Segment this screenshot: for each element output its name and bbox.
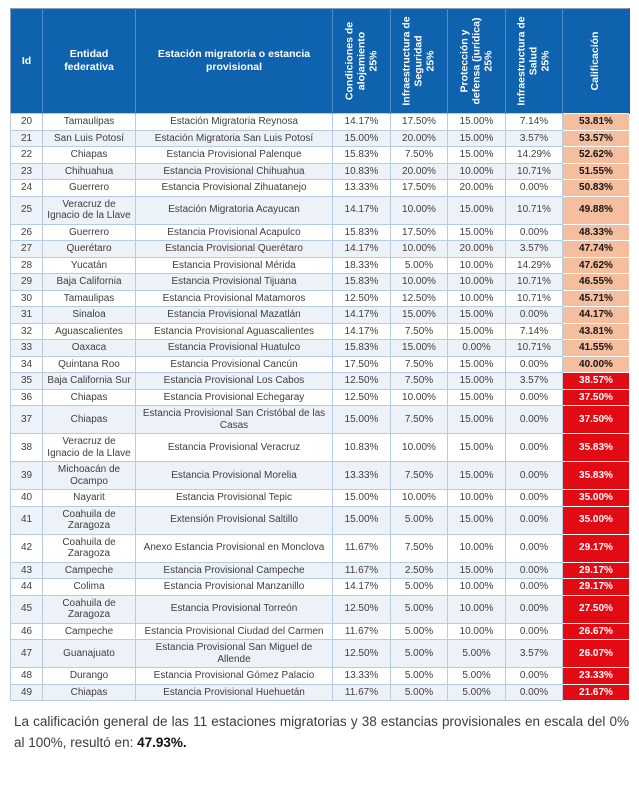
table-row — [11, 640, 630, 668]
cell-calificacion: 29.17% — [563, 562, 630, 579]
summary-note — [14, 712, 629, 754]
cell-entidad: Guerrero — [43, 180, 136, 197]
summary-score: 47.93%. — [137, 734, 187, 750]
cell-estacion: Estancia Provisional San Miguel de Allende — [136, 640, 333, 668]
table-row — [11, 356, 630, 373]
cell-salud: 0.00% — [506, 562, 563, 579]
cell-salud: 10.71% — [506, 290, 563, 307]
cell-alojamiento: 15.83% — [333, 340, 391, 357]
cell-calificacion: 41.55% — [563, 340, 630, 357]
cell-proteccion: 5.00% — [448, 668, 506, 685]
cell-estacion: Estación Migratoria San Luis Potosí — [136, 130, 333, 147]
cell-entidad: Veracruz de Ignacio de la Llave — [43, 434, 136, 462]
cell-estacion: Estancia Provisional Veracruz — [136, 434, 333, 462]
cell-proteccion: 20.00% — [448, 180, 506, 197]
col-weight: 25% — [366, 50, 379, 72]
cell-salud: 7.14% — [506, 323, 563, 340]
cell-alojamiento: 10.83% — [333, 163, 391, 180]
cell-alojamiento: 18.33% — [333, 257, 391, 274]
cell-seguridad: 20.00% — [391, 130, 448, 147]
cell-proteccion: 10.00% — [448, 257, 506, 274]
cell-estacion: Estancia Provisional Palenque — [136, 147, 333, 164]
cell-entidad: Baja California — [43, 274, 136, 291]
cell-salud: 10.71% — [506, 274, 563, 291]
table-row — [11, 668, 630, 685]
cell-id: 42 — [11, 534, 43, 562]
cell-id: 43 — [11, 562, 43, 579]
cell-seguridad: 10.00% — [391, 241, 448, 258]
ratings-table — [10, 8, 630, 701]
cell-proteccion: 15.00% — [448, 562, 506, 579]
summary-text: La calificación general de las 11 estaciones migratorias y 38 estancias provisionales en escala del 0% al 100%, resultó en: — [14, 714, 629, 750]
cell-proteccion: 15.00% — [448, 389, 506, 406]
col-header-seguridad — [391, 9, 448, 114]
table-row — [11, 389, 630, 406]
table-row — [11, 224, 630, 241]
table-row — [11, 534, 630, 562]
cell-calificacion: 35.83% — [563, 434, 630, 462]
cell-alojamiento: 13.33% — [333, 180, 391, 197]
cell-calificacion: 46.55% — [563, 274, 630, 291]
cell-calificacion: 47.74% — [563, 241, 630, 258]
cell-estacion: Estancia Provisional Los Cabos — [136, 373, 333, 390]
cell-alojamiento: 17.50% — [333, 356, 391, 373]
cell-estacion: Estancia Provisional Echegaray — [136, 389, 333, 406]
cell-id: 41 — [11, 506, 43, 534]
cell-proteccion: 10.00% — [448, 163, 506, 180]
cell-id: 35 — [11, 373, 43, 390]
cell-calificacion: 43.81% — [563, 323, 630, 340]
cell-salud: 0.00% — [506, 534, 563, 562]
table-row — [11, 462, 630, 490]
cell-id: 21 — [11, 130, 43, 147]
cell-estacion: Estancia Provisional Morelia — [136, 462, 333, 490]
cell-seguridad: 5.00% — [391, 506, 448, 534]
cell-estacion: Estancia Provisional Acapulco — [136, 224, 333, 241]
cell-salud: 14.29% — [506, 147, 563, 164]
cell-calificacion: 29.17% — [563, 579, 630, 596]
cell-calificacion: 26.67% — [563, 623, 630, 640]
cell-proteccion: 15.00% — [448, 462, 506, 490]
cell-estacion: Estancia Provisional Campeche — [136, 562, 333, 579]
cell-seguridad: 17.50% — [391, 180, 448, 197]
cell-salud: 0.00% — [506, 406, 563, 434]
cell-proteccion: 10.00% — [448, 579, 506, 596]
cell-alojamiento: 11.67% — [333, 562, 391, 579]
cell-proteccion: 0.00% — [448, 340, 506, 357]
cell-estacion: Estancia Provisional San Cristóbal de las Casas — [136, 406, 333, 434]
cell-salud: 10.71% — [506, 163, 563, 180]
cell-seguridad: 5.00% — [391, 684, 448, 701]
cell-estacion: Estancia Provisional Mérida — [136, 257, 333, 274]
cell-entidad: Chihuahua — [43, 163, 136, 180]
cell-alojamiento: 12.50% — [333, 595, 391, 623]
cell-alojamiento: 12.50% — [333, 389, 391, 406]
cell-id: 37 — [11, 406, 43, 434]
cell-entidad: Sinaloa — [43, 307, 136, 324]
table-row — [11, 241, 630, 258]
cell-proteccion: 15.00% — [448, 147, 506, 164]
cell-proteccion: 15.00% — [448, 356, 506, 373]
cell-id: 47 — [11, 640, 43, 668]
cell-calificacion: 35.83% — [563, 462, 630, 490]
cell-calificacion: 53.57% — [563, 130, 630, 147]
cell-calificacion: 37.50% — [563, 406, 630, 434]
cell-estacion: Estación Migratoria Acayucan — [136, 196, 333, 224]
cell-estacion: Estancia Provisional Querétaro — [136, 241, 333, 258]
cell-entidad: Colima — [43, 579, 136, 596]
cell-salud: 3.57% — [506, 241, 563, 258]
cell-salud: 0.00% — [506, 356, 563, 373]
cell-seguridad: 10.00% — [391, 490, 448, 507]
cell-estacion: Estancia Provisional Gómez Palacio — [136, 668, 333, 685]
cell-id: 38 — [11, 434, 43, 462]
cell-id: 22 — [11, 147, 43, 164]
cell-proteccion: 10.00% — [448, 595, 506, 623]
cell-seguridad: 12.50% — [391, 290, 448, 307]
cell-id: 25 — [11, 196, 43, 224]
cell-proteccion: 15.00% — [448, 406, 506, 434]
table-row — [11, 147, 630, 164]
cell-proteccion: 15.00% — [448, 323, 506, 340]
cell-id: 48 — [11, 668, 43, 685]
table-row — [11, 130, 630, 147]
cell-salud: 0.00% — [506, 668, 563, 685]
col-weight: 25% — [481, 50, 494, 72]
cell-salud: 0.00% — [506, 180, 563, 197]
table-row — [11, 307, 630, 324]
cell-estacion: Estancia Provisional Matamoros — [136, 290, 333, 307]
cell-proteccion: 15.00% — [448, 114, 506, 131]
cell-entidad: Chiapas — [43, 147, 136, 164]
cell-estacion: Estancia Provisional Torreón — [136, 595, 333, 623]
col-label: Infraestructura de Seguridad — [400, 16, 425, 106]
cell-calificacion: 35.00% — [563, 506, 630, 534]
cell-estacion: Estancia Provisional Mazatlán — [136, 307, 333, 324]
cell-seguridad: 10.00% — [391, 434, 448, 462]
cell-id: 27 — [11, 241, 43, 258]
cell-salud: 0.00% — [506, 490, 563, 507]
cell-calificacion: 27.50% — [563, 595, 630, 623]
cell-id: 49 — [11, 684, 43, 701]
cell-salud: 14.29% — [506, 257, 563, 274]
cell-seguridad: 20.00% — [391, 163, 448, 180]
cell-proteccion: 20.00% — [448, 241, 506, 258]
cell-calificacion: 49.88% — [563, 196, 630, 224]
cell-calificacion: 48.33% — [563, 224, 630, 241]
cell-id: 45 — [11, 595, 43, 623]
col-header-alojamiento — [333, 9, 391, 114]
cell-id: 46 — [11, 623, 43, 640]
cell-proteccion: 10.00% — [448, 274, 506, 291]
cell-calificacion: 47.62% — [563, 257, 630, 274]
cell-id: 30 — [11, 290, 43, 307]
col-weight: 25% — [538, 50, 551, 72]
cell-proteccion: 10.00% — [448, 290, 506, 307]
cell-alojamiento: 10.83% — [333, 434, 391, 462]
cell-calificacion: 53.81% — [563, 114, 630, 131]
cell-estacion: Extensión Provisional Saltillo — [136, 506, 333, 534]
cell-calificacion: 35.00% — [563, 490, 630, 507]
cell-alojamiento: 11.67% — [333, 534, 391, 562]
cell-entidad: Querétaro — [43, 241, 136, 258]
cell-salud: 3.57% — [506, 640, 563, 668]
cell-seguridad: 5.00% — [391, 668, 448, 685]
cell-alojamiento: 11.67% — [333, 623, 391, 640]
cell-estacion: Estación Migratoria Reynosa — [136, 114, 333, 131]
cell-proteccion: 15.00% — [448, 434, 506, 462]
table-row — [11, 579, 630, 596]
cell-salud: 0.00% — [506, 389, 563, 406]
cell-calificacion: 40.00% — [563, 356, 630, 373]
table-row — [11, 595, 630, 623]
table-row — [11, 562, 630, 579]
cell-proteccion: 15.00% — [448, 196, 506, 224]
cell-seguridad: 7.50% — [391, 406, 448, 434]
cell-entidad: Aguascalientes — [43, 323, 136, 340]
cell-alojamiento: 14.17% — [333, 196, 391, 224]
cell-entidad: Campeche — [43, 562, 136, 579]
table-row — [11, 406, 630, 434]
col-weight: 25% — [423, 50, 436, 72]
cell-proteccion: 15.00% — [448, 130, 506, 147]
cell-id: 39 — [11, 462, 43, 490]
cell-alojamiento: 15.00% — [333, 490, 391, 507]
cell-seguridad: 7.50% — [391, 373, 448, 390]
col-label: Infraestructura de Salud — [515, 16, 540, 106]
cell-entidad: San Luis Potosí — [43, 130, 136, 147]
cell-estacion: Anexo Estancia Provisional en Monclova — [136, 534, 333, 562]
cell-salud: 10.71% — [506, 196, 563, 224]
cell-entidad: Coahuila de Zaragoza — [43, 506, 136, 534]
cell-entidad: Baja California Sur — [43, 373, 136, 390]
cell-salud: 0.00% — [506, 579, 563, 596]
col-header-salud — [506, 9, 563, 114]
cell-alojamiento: 15.00% — [333, 506, 391, 534]
cell-estacion: Estancia Provisional Aguascalientes — [136, 323, 333, 340]
table-header — [11, 9, 630, 114]
cell-calificacion: 23.33% — [563, 668, 630, 685]
cell-salud: 0.00% — [506, 623, 563, 640]
cell-calificacion: 21.67% — [563, 684, 630, 701]
cell-seguridad: 10.00% — [391, 196, 448, 224]
cell-alojamiento: 12.50% — [333, 290, 391, 307]
cell-id: 31 — [11, 307, 43, 324]
cell-entidad: Yucatán — [43, 257, 136, 274]
table-row — [11, 163, 630, 180]
cell-entidad: Tamaulipas — [43, 290, 136, 307]
cell-seguridad: 5.00% — [391, 579, 448, 596]
table-row — [11, 290, 630, 307]
table-row — [11, 180, 630, 197]
cell-id: 24 — [11, 180, 43, 197]
cell-estacion: Estancia Provisional Ciudad del Carmen — [136, 623, 333, 640]
cell-calificacion: 37.50% — [563, 389, 630, 406]
col-header-calificacion — [563, 9, 630, 114]
cell-salud: 0.00% — [506, 684, 563, 701]
cell-proteccion: 10.00% — [448, 623, 506, 640]
cell-salud: 3.57% — [506, 130, 563, 147]
cell-id: 20 — [11, 114, 43, 131]
table-row — [11, 684, 630, 701]
cell-estacion: Estancia Provisional Manzanillo — [136, 579, 333, 596]
cell-seguridad: 7.50% — [391, 147, 448, 164]
table-row — [11, 323, 630, 340]
cell-proteccion: 15.00% — [448, 307, 506, 324]
cell-id: 26 — [11, 224, 43, 241]
cell-entidad: Oaxaca — [43, 340, 136, 357]
cell-seguridad: 5.00% — [391, 623, 448, 640]
cell-proteccion: 15.00% — [448, 224, 506, 241]
cell-entidad: Nayarit — [43, 490, 136, 507]
cell-salud: 0.00% — [506, 462, 563, 490]
cell-entidad: Michoacán de Ocampo — [43, 462, 136, 490]
header-row — [11, 9, 630, 114]
cell-calificacion: 44.17% — [563, 307, 630, 324]
cell-id: 23 — [11, 163, 43, 180]
table-row — [11, 490, 630, 507]
cell-calificacion: 29.17% — [563, 534, 630, 562]
table-row — [11, 373, 630, 390]
cell-proteccion: 15.00% — [448, 506, 506, 534]
cell-seguridad: 15.00% — [391, 307, 448, 324]
cell-salud: 0.00% — [506, 595, 563, 623]
cell-seguridad: 10.00% — [391, 389, 448, 406]
cell-proteccion: 10.00% — [448, 490, 506, 507]
cell-id: 40 — [11, 490, 43, 507]
cell-estacion: Estancia Provisional Huehuetán — [136, 684, 333, 701]
cell-alojamiento: 15.83% — [333, 147, 391, 164]
cell-alojamiento: 14.17% — [333, 323, 391, 340]
cell-estacion: Estancia Provisional Chihuahua — [136, 163, 333, 180]
cell-calificacion: 52.62% — [563, 147, 630, 164]
cell-entidad: Chiapas — [43, 684, 136, 701]
cell-entidad: Coahuila de Zaragoza — [43, 595, 136, 623]
cell-estacion: Estancia Provisional Zihuatanejo — [136, 180, 333, 197]
cell-alojamiento: 15.83% — [333, 274, 391, 291]
table-row — [11, 506, 630, 534]
cell-entidad: Guanajuato — [43, 640, 136, 668]
cell-alojamiento: 12.50% — [333, 373, 391, 390]
cell-alojamiento: 11.67% — [333, 684, 391, 701]
cell-seguridad: 2.50% — [391, 562, 448, 579]
cell-seguridad: 10.00% — [391, 274, 448, 291]
cell-seguridad: 5.00% — [391, 640, 448, 668]
cell-salud: 0.00% — [506, 307, 563, 324]
cell-proteccion: 5.00% — [448, 684, 506, 701]
cell-salud: 10.71% — [506, 340, 563, 357]
table-row — [11, 434, 630, 462]
cell-salud: 0.00% — [506, 506, 563, 534]
cell-calificacion: 38.57% — [563, 373, 630, 390]
cell-id: 33 — [11, 340, 43, 357]
cell-estacion: Estancia Provisional Cancún — [136, 356, 333, 373]
cell-alojamiento: 15.00% — [333, 406, 391, 434]
cell-proteccion: 5.00% — [448, 640, 506, 668]
cell-alojamiento: 15.00% — [333, 130, 391, 147]
table-row — [11, 257, 630, 274]
cell-seguridad: 17.50% — [391, 114, 448, 131]
cell-seguridad: 5.00% — [391, 257, 448, 274]
cell-alojamiento: 14.17% — [333, 114, 391, 131]
cell-id: 34 — [11, 356, 43, 373]
cell-seguridad: 7.50% — [391, 462, 448, 490]
cell-salud: 7.14% — [506, 114, 563, 131]
col-header-proteccion — [448, 9, 506, 114]
cell-entidad: Chiapas — [43, 389, 136, 406]
cell-id: 28 — [11, 257, 43, 274]
cell-calificacion: 26.07% — [563, 640, 630, 668]
cell-salud: 0.00% — [506, 434, 563, 462]
cell-estacion: Estancia Provisional Huatulco — [136, 340, 333, 357]
table-row — [11, 340, 630, 357]
cell-proteccion: 10.00% — [448, 534, 506, 562]
table-row — [11, 196, 630, 224]
table-row — [11, 274, 630, 291]
cell-alojamiento: 13.33% — [333, 462, 391, 490]
cell-entidad: Tamaulipas — [43, 114, 136, 131]
cell-entidad: Durango — [43, 668, 136, 685]
cell-alojamiento: 14.17% — [333, 579, 391, 596]
cell-seguridad: 15.00% — [391, 340, 448, 357]
table-row — [11, 623, 630, 640]
cell-calificacion: 51.55% — [563, 163, 630, 180]
table-row — [11, 114, 630, 131]
cell-entidad: Quintana Roo — [43, 356, 136, 373]
cell-salud: 3.57% — [506, 373, 563, 390]
cell-seguridad: 5.00% — [391, 595, 448, 623]
cell-estacion: Estancia Provisional Tepic — [136, 490, 333, 507]
cell-salud: 0.00% — [506, 224, 563, 241]
cell-id: 29 — [11, 274, 43, 291]
cell-seguridad: 7.50% — [391, 356, 448, 373]
col-label: Calificación — [589, 31, 602, 91]
cell-seguridad: 7.50% — [391, 534, 448, 562]
cell-proteccion: 15.00% — [448, 373, 506, 390]
cell-entidad: Campeche — [43, 623, 136, 640]
col-header-estacion: Estación migratoria o estancia provisional — [136, 9, 333, 114]
cell-estacion: Estancia Provisional Tijuana — [136, 274, 333, 291]
cell-id: 44 — [11, 579, 43, 596]
cell-seguridad: 17.50% — [391, 224, 448, 241]
col-label: Condiciones de alojamiento — [342, 21, 367, 101]
cell-entidad: Coahuila de Zaragoza — [43, 534, 136, 562]
cell-alojamiento: 14.17% — [333, 307, 391, 324]
cell-alojamiento: 15.83% — [333, 224, 391, 241]
cell-entidad: Chiapas — [43, 406, 136, 434]
col-header-entidad: Entidad federativa — [43, 9, 136, 114]
cell-alojamiento: 12.50% — [333, 640, 391, 668]
col-label: Protección y defensa (jurídica) — [457, 17, 482, 105]
cell-calificacion: 50.83% — [563, 180, 630, 197]
cell-seguridad: 7.50% — [391, 323, 448, 340]
cell-calificacion: 45.71% — [563, 290, 630, 307]
col-header-id: Id — [11, 9, 43, 114]
table-body — [11, 114, 630, 701]
cell-entidad: Veracruz de Ignacio de la Llave — [43, 196, 136, 224]
cell-entidad: Guerrero — [43, 224, 136, 241]
cell-alojamiento: 14.17% — [333, 241, 391, 258]
cell-id: 36 — [11, 389, 43, 406]
cell-id: 32 — [11, 323, 43, 340]
cell-alojamiento: 13.33% — [333, 668, 391, 685]
